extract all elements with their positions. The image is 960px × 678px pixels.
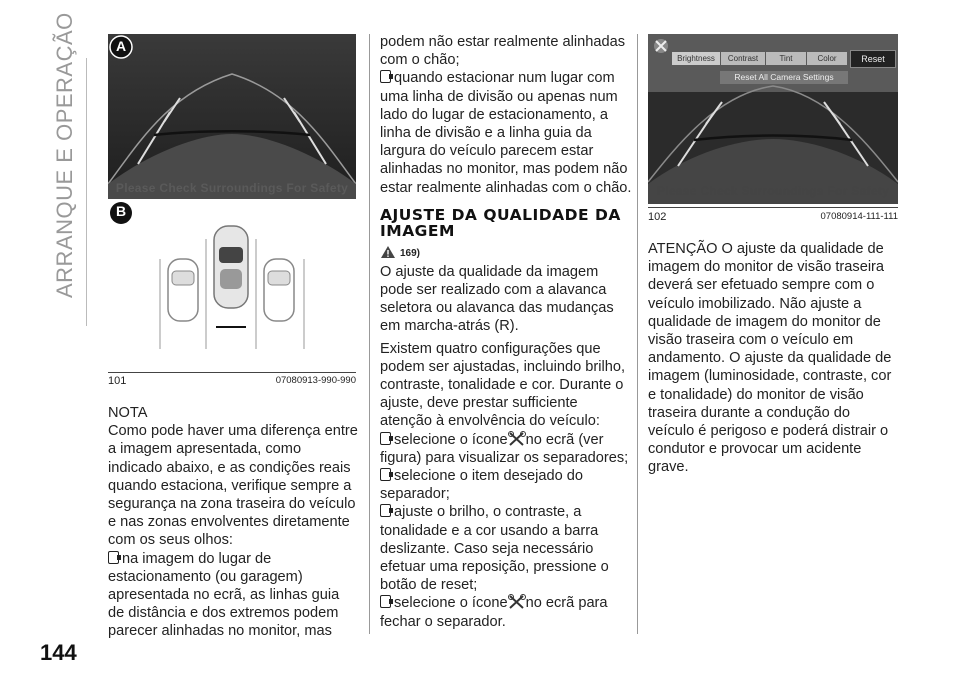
brightness-tab[interactable]: Brightness — [672, 52, 720, 65]
bullet-icon — [380, 468, 391, 481]
figure-code: 07080913-990-990 — [275, 375, 356, 386]
reset-button[interactable]: Reset — [850, 50, 896, 68]
warning-reference — [380, 245, 632, 259]
list-item: na imagem do lugar de estacionamento (ou garagem) apresentada no ecrã, as linhas guia de distância e dos extremos podem parecer alinhadas no monitor, mas — [108, 550, 340, 640]
figure-102 — [648, 34, 898, 204]
figure-code: 07080914-111-111 — [820, 211, 898, 222]
page-number: 144 — [40, 640, 77, 665]
section-sidebar — [52, 12, 80, 298]
reset-all-settings-button[interactable]: Reset All Camera Settings — [720, 71, 848, 84]
column-1 — [108, 404, 358, 641]
bullet-icon — [380, 70, 391, 83]
list-item: selecione o ícone no ecrã (ver figura) para visualizar os separadores; — [380, 431, 629, 466]
bullet-icon — [380, 432, 391, 445]
caption-rule — [108, 372, 356, 373]
note-intro: Como pode haver uma diferença entre a imagem apresentada, como indicado abaixo, e as condições reais quando estaciona, verifique sempre a segurança na zona traseira do veículo e nas zonas envolventes diretamente com os seus olhos: — [108, 423, 358, 549]
figure-number: 102 — [648, 211, 667, 223]
figure-102-caption — [648, 211, 898, 225]
column-2 — [380, 33, 632, 631]
color-tab[interactable]: Color — [807, 52, 847, 65]
settings-tools-icon[interactable] — [654, 39, 668, 53]
column-divider — [637, 34, 638, 634]
camera-view-a — [108, 34, 356, 199]
figure-101 — [108, 34, 356, 372]
badge-a: A — [115, 38, 127, 54]
list-item: ajuste o brilho, o contraste, a tonalidade e a cor usando a barra deslizante. Caso seja necessário efetuar uma reposição, pressione o botão de reset; — [380, 504, 609, 594]
column-3 — [648, 240, 896, 477]
overlay-text: Please Check Surroundings For Safety — [115, 181, 349, 195]
sidebar-rule — [86, 58, 87, 326]
warning-ref-number: 169) — [400, 247, 421, 259]
parking-bays-illustration — [108, 199, 356, 372]
overlay-text: Please Check Surroundings For Safety — [656, 184, 890, 198]
column-divider — [369, 34, 370, 634]
section-title: ARRANQUE E OPERAÇÃO — [52, 12, 77, 298]
settings-tools-icon — [508, 431, 526, 447]
tint-tab[interactable]: Tint — [766, 52, 806, 65]
bullet-icon — [380, 504, 391, 517]
list-item: quando estacionar num lugar com uma linha de divisão ou apenas num lado do lugar de estacionamento, a linha de divisão e a linha guia da largura do veículo parecem estar alinhadas no monitor, mas podem não estar realmente alinhadas com o chão. — [380, 70, 632, 196]
caption-rule — [648, 207, 898, 208]
warning-icon — [380, 245, 396, 259]
section-heading: AJUSTE DA QUALIDADE DA IMAGEM — [380, 205, 621, 240]
badge-b: B — [115, 203, 127, 219]
contrast-tab[interactable]: Contrast — [721, 52, 765, 65]
bullet-icon — [380, 595, 391, 608]
settings-tools-icon — [508, 594, 526, 610]
note-label: NOTA — [108, 405, 148, 421]
figure-number: 101 — [108, 375, 127, 387]
paragraph: podem não estar realmente alinhadas com o chão; — [380, 34, 626, 69]
figure-101-caption — [108, 375, 356, 389]
attention-paragraph: ATENÇÃO O ajuste da qualidade de imagem do monitor de visão traseira deverá ser efetuado sempre com o veículo imobilizado. Não ajuste a qualidade de imagem do monitor de visão traseira com o veículo em andamento. O ajuste da qualidade de imagem (luminosidade, contraste, cor e tonalidade) do monitor de visão traseira durante a condução do veículo é perigoso e poderá distrair o condutor e provocar um acidente grave. — [648, 241, 892, 476]
paragraph: O ajuste da qualidade da imagem pode ser realizado com a alavanca seletora ou alavanca das mudanças em marcha-atrás (R). — [380, 263, 614, 335]
paragraph: Existem quatro configurações que podem ser ajustadas, incluindo brilho, contraste, tonalidade e cor. Durante o ajuste, deve prestar sufficiente atenção à envolvência do veículo: — [380, 340, 625, 430]
list-item: selecione o ícone no ecrã para fechar o separador. — [380, 595, 608, 630]
camera-guidelines — [108, 34, 356, 199]
bullet-icon — [108, 551, 119, 564]
parking-diagram-b — [108, 199, 356, 372]
list-item: selecione o item desejado do separador; — [380, 468, 584, 503]
